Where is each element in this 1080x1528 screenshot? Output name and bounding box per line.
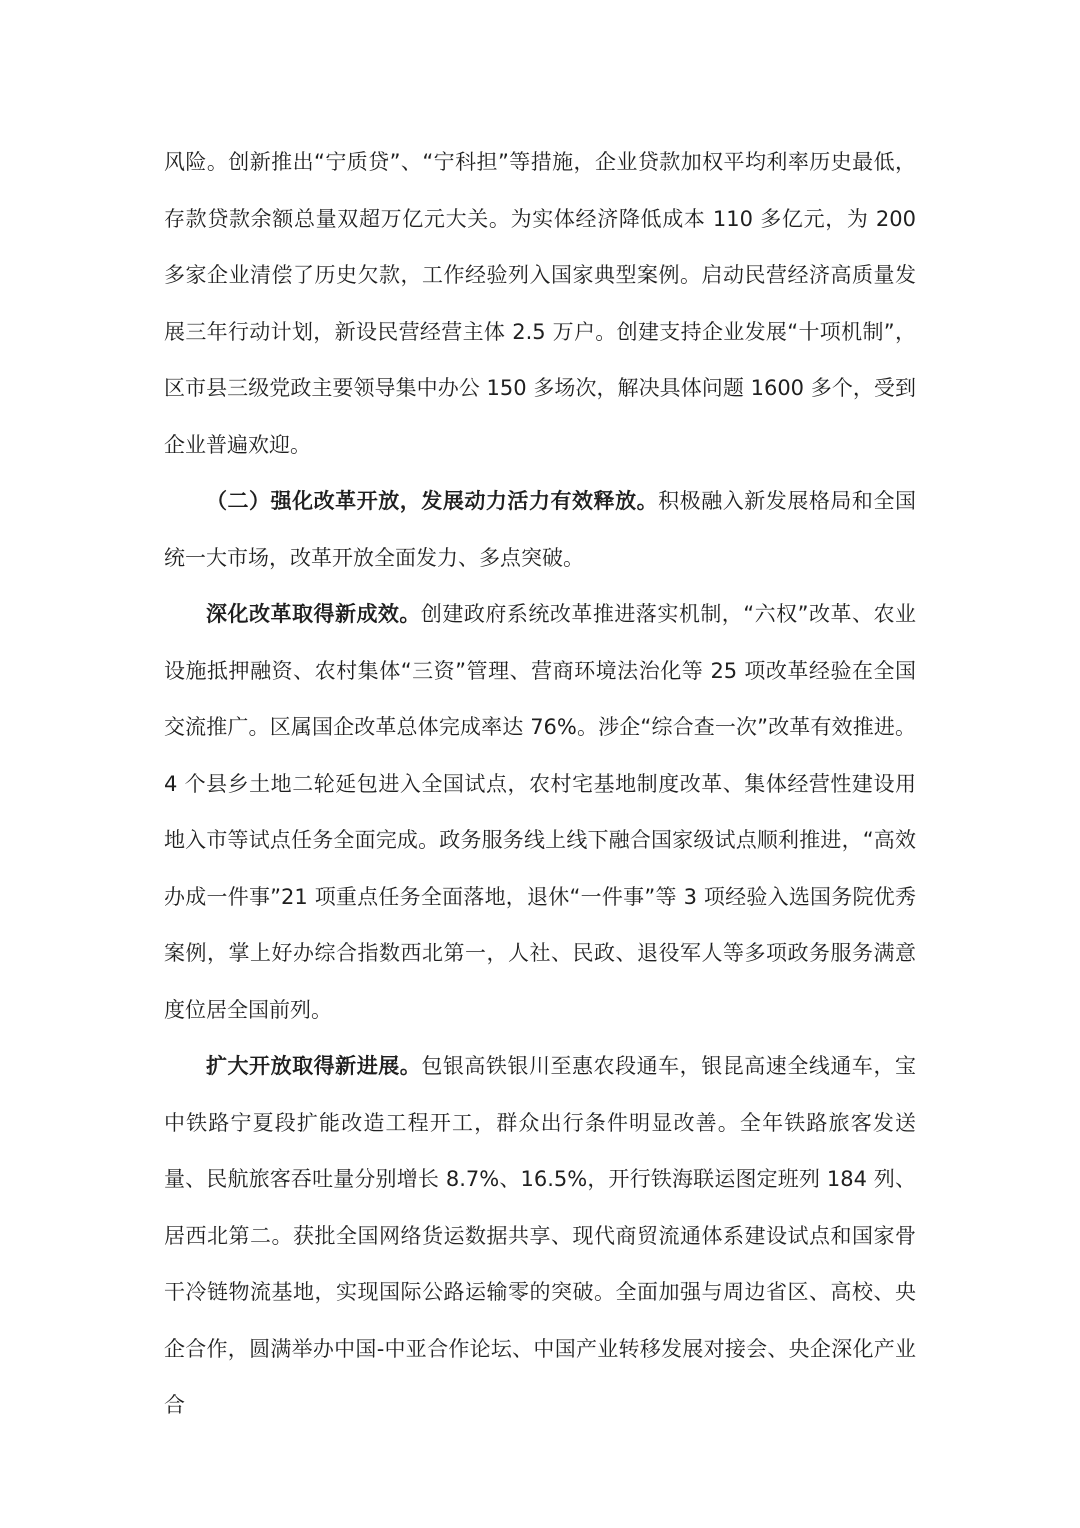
paragraph-text: 包银高铁银川至惠农段通车，银昆高速全线通车，宝中铁路宁夏段扩能改造工程开工，群众出行条件明显改善。全年铁路旅客发送量、民航旅客吞吐量分别增长 8.7%、16.5%，开行铁海联运图定班列 184 列、居西北第二。获批全国网络货运数据共享、现代商贸流通体系建设试点和国家骨干冷链物流基地，实现国际公路运输零的突破。全面加强与周边省区、高校、央企合作，圆满举办中国-中亚合作论坛、中国产业转移发展对接会、央企深化产业合 xyxy=(164,1054,916,1417)
paragraph-reform-opening xyxy=(164,473,916,586)
document-body xyxy=(164,134,916,1434)
paragraph-text: 创建政府系统改革推进落实机制，“六权”改革、农业设施抵押融资、农村集体“三资”管理、营商环境法治化等 25 项改革经验在全国交流推广。区属国企改革总体完成率达 76%。涉企“综合查一次”改革有效推进。4 个县乡土地二轮延包进入全国试点，农村宅基地制度改革、集体经营性建设用地入市等试点任务全面完成。政务服务线上线下融合国家级试点顺利推进，“高效办成一件事”21 项重点任务全面落地，退休“一件事”等 3 项经验入选国务院优秀案例，掌上好办综合指数西北第一，人社、民政、退役军人等多项政务服务满意度位居全国前列。 xyxy=(164,602,916,1022)
paragraph-deepen-reform xyxy=(164,586,916,1038)
paragraph-text: 风险。创新推出“宁质贷”、“宁科担”等措施，企业贷款加权平均利率历史最低，存款贷款余额总量双超万亿元大关。为实体经济降低成本 110 多亿元，为 200 多家企业清偿了历史欠款，工作经验列入国家典型案例。启动民营经济高质量发展三年行动计划，新设民营经营主体 2.5 万户。创建支持企业发展“十项机制”，区市县三级党政主要领导集中办公 150 多场次，解决具体问题 1600 多个，受到企业普遍欢迎。 xyxy=(164,150,916,457)
paragraph-lead: 深化改革取得新成效。 xyxy=(206,602,421,626)
section-heading: （二）强化改革开放，发展动力活力有效释放。 xyxy=(206,489,659,513)
paragraph-expand-opening xyxy=(164,1038,916,1434)
paragraph-text: 积极融入新发展格局和全国统一大市场，改革开放全面发力、多点突破。 xyxy=(164,489,916,570)
paragraph-lead: 扩大开放取得新进展。 xyxy=(206,1054,422,1078)
paragraph-risk-finance xyxy=(164,134,916,473)
